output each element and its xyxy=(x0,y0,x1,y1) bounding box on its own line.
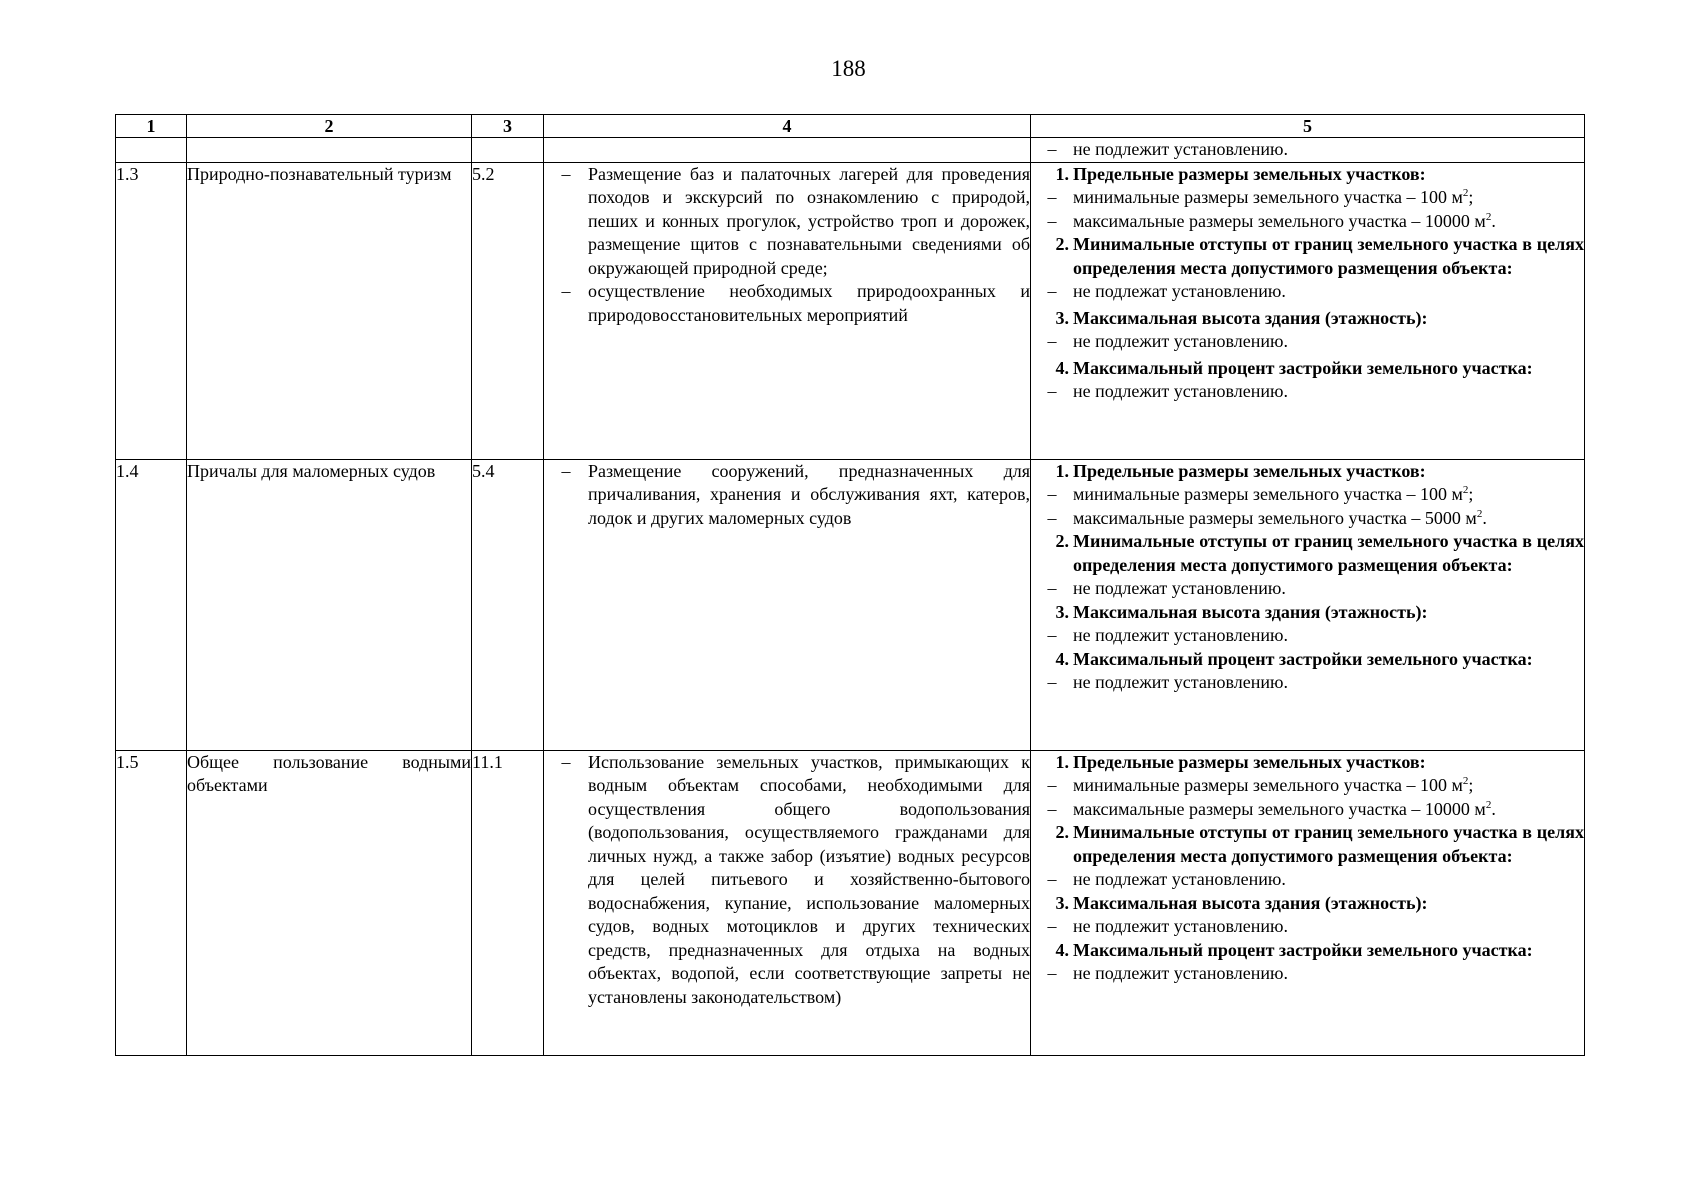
param-value: не подлежит установлению. xyxy=(1073,963,1288,983)
param-heading: Максимальный процент застройки земельного участка: xyxy=(1073,648,1533,669)
use-parameters: 1. Предельные размеры земельных участков: – минимальные размеры земельного участка – 100 $м^2$; – максимальные размеры земельного участка – 10000 $м^2$. 2. Минимальные отступы от границ земельного участка в целях определения места допустимого размещения объекта: – не подлежат установлению. 3. Максимальная высота здания (этажность): – не подлежит установлению. 4. Максимальный процент застройки земельного участка: – не подлежит установлению. xyxy=(1031,162,1585,459)
param-heading: Минимальные отступы от границ земельного участка в целях определения места допустимого размещения объекта: xyxy=(1073,234,1584,278)
use-type-name: Природно-познавательный туризм xyxy=(187,162,472,459)
continuation-text: не подлежит установлению. xyxy=(1073,139,1288,159)
use-type-name: Причалы для маломерных судов xyxy=(187,459,472,750)
col-header-3: 3 xyxy=(472,115,544,138)
param-heading: Максимальная высота здания (этажность): xyxy=(1073,892,1428,913)
table-row xyxy=(116,750,1585,1055)
param-heading: Максимальный процент застройки земельного участка: xyxy=(1073,357,1533,378)
header-row xyxy=(116,115,1585,138)
continuation-row: – не подлежит установлению. xyxy=(116,138,1585,163)
param-heading: Предельные размеры земельных участков: xyxy=(1073,163,1426,184)
param-heading: Минимальные отступы от границ земельного участка в целях определения места допустимого размещения объекта: xyxy=(1073,531,1584,575)
param-heading: Минимальные отступы от границ земельного участка в целях определения места допустимого размещения объекта: xyxy=(1073,822,1584,866)
param-heading: Предельные размеры земельных участков: xyxy=(1073,751,1426,772)
page-number: 188 xyxy=(831,56,866,81)
row-number: 1.3 xyxy=(116,162,187,459)
table-row xyxy=(116,459,1585,750)
col-header-2: 2 xyxy=(187,115,472,138)
param-value: не подлежат установлению. xyxy=(1073,578,1286,598)
col-header-1: 1 xyxy=(116,115,187,138)
use-description: – Использование земельных участков, примыкающих к водным объектам способами, необходимыми для осуществления общего водопользования (водопользования, осуществляемого гражданами для личных нужд, а также забор (изъятие) водных ресурсов для целей питьевого и хозяйственно-бытового водоснабжения, купание, использование маломерных судов, водных мотоциклов и других технических средств, предназначенных для отдыха на водных объектах, водопой, если соответствующие запреты не установлены законодательством) xyxy=(544,750,1031,1055)
param-value: минимальные размеры земельного участка – 100 $м^2$; xyxy=(1073,187,1474,207)
description-item: Использование земельных участков, примыкающих к водным объектам способами, необходимыми для осуществления общего водопользования (водопользования, осуществляемого гражданами для личных нужд, а также забор (изъятие) водных ресурсов для целей питьевого и хозяйственно-бытового водоснабжения, купание, использование маломерных судов, водных мотоциклов и других технических средств, предназначенных для отдыха на водных объектах, водопой, если соответствующие запреты не установлены законодательством) xyxy=(588,751,1030,1007)
col-header-5: 5 xyxy=(1031,115,1585,138)
param-value: не подлежит установлению. xyxy=(1073,331,1288,351)
param-value: не подлежат установлению. xyxy=(1073,869,1286,889)
col-header-4: 4 xyxy=(544,115,1031,138)
param-value: не подлежат установлению. xyxy=(1073,281,1286,301)
param-heading: Максимальный процент застройки земельного участка: xyxy=(1073,939,1533,960)
param-value: максимальные размеры земельного участка – 5000 $м^2$. xyxy=(1073,507,1487,528)
param-heading: Максимальная высота здания (этажность): xyxy=(1073,601,1428,622)
param-heading: Максимальная высота здания (этажность): xyxy=(1073,307,1428,328)
param-value: минимальные размеры земельного участка – 100 $м^2$; xyxy=(1073,775,1474,795)
row-number: 1.5 xyxy=(116,750,187,1055)
param-value: не подлежит установлению. xyxy=(1073,916,1288,936)
use-description: – Размещение баз и палаточных лагерей для проведения походов и экскурсий по ознакомлению с природой, пеших и конных прогулок, устройство троп и дорожек, размещение щитов с познавательными сведениями об окружающей природной среде; – осуществление необходимых природоохранных и природовосстановительных мероприятий xyxy=(544,162,1031,459)
use-type-code: 5.4 xyxy=(472,459,544,750)
table-row xyxy=(116,162,1585,459)
use-type-name: Общее пользование водными объектами xyxy=(187,750,472,1055)
param-value: максимальные размеры земельного участка – 10000 $м^2$. xyxy=(1073,210,1496,231)
use-type-code: 5.2 xyxy=(472,162,544,459)
use-parameters: 1. Предельные размеры земельных участков: – минимальные размеры земельного участка – 100 $м^2$; – максимальные размеры земельного участка – 5000 $м^2$. 2. Минимальные отступы от границ земельного участка в целях определения места допустимого размещения объекта: – не подлежат установлению. 3. Максимальная высота здания (этажность): – не подлежит установлению. 4. Максимальный процент застройки земельного участка: – не подлежит установлению. xyxy=(1031,459,1585,750)
row-number: 1.4 xyxy=(116,459,187,750)
description-item: Размещение сооружений, предназначенных для причаливания, хранения и обслуживания яхт, катеров, лодок и других маломерных судов xyxy=(588,460,1030,528)
param-value: максимальные размеры земельного участка – 10000 $м^2$. xyxy=(1073,798,1496,819)
use-parameters: 1. Предельные размеры земельных участков: – минимальные размеры земельного участка – 100 $м^2$; – максимальные размеры земельного участка – 10000 $м^2$. 2. Минимальные отступы от границ земельного участка в целях определения места допустимого размещения объекта: – не подлежат установлению. 3. Максимальная высота здания (этажность): – не подлежит установлению. 4. Максимальный процент застройки земельного участка: – не подлежит установлению. xyxy=(1031,750,1585,1055)
param-value: не подлежит установлению. xyxy=(1073,625,1288,645)
use-type-code: 11.1 xyxy=(472,750,544,1055)
description-item: Размещение баз и палаточных лагерей для проведения походов и экскурсий по ознакомлению с природой, пеших и конных прогулок, устройство троп и дорожек, размещение щитов с познавательными сведениями об окружающей природной среде; xyxy=(588,163,1030,278)
land-use-table xyxy=(115,114,1585,1056)
param-value: не подлежит установлению. xyxy=(1073,672,1288,692)
use-description: – Размещение сооружений, предназначенных для причаливания, хранения и обслуживания яхт, катеров, лодок и других маломерных судов xyxy=(544,459,1031,750)
param-value: минимальные размеры земельного участка – 100 $м^2$; xyxy=(1073,484,1474,504)
param-value: не подлежит установлению. xyxy=(1073,381,1288,401)
param-heading: Предельные размеры земельных участков: xyxy=(1073,460,1426,481)
description-item: осуществление необходимых природоохранных и природовосстановительных мероприятий xyxy=(588,281,1030,325)
